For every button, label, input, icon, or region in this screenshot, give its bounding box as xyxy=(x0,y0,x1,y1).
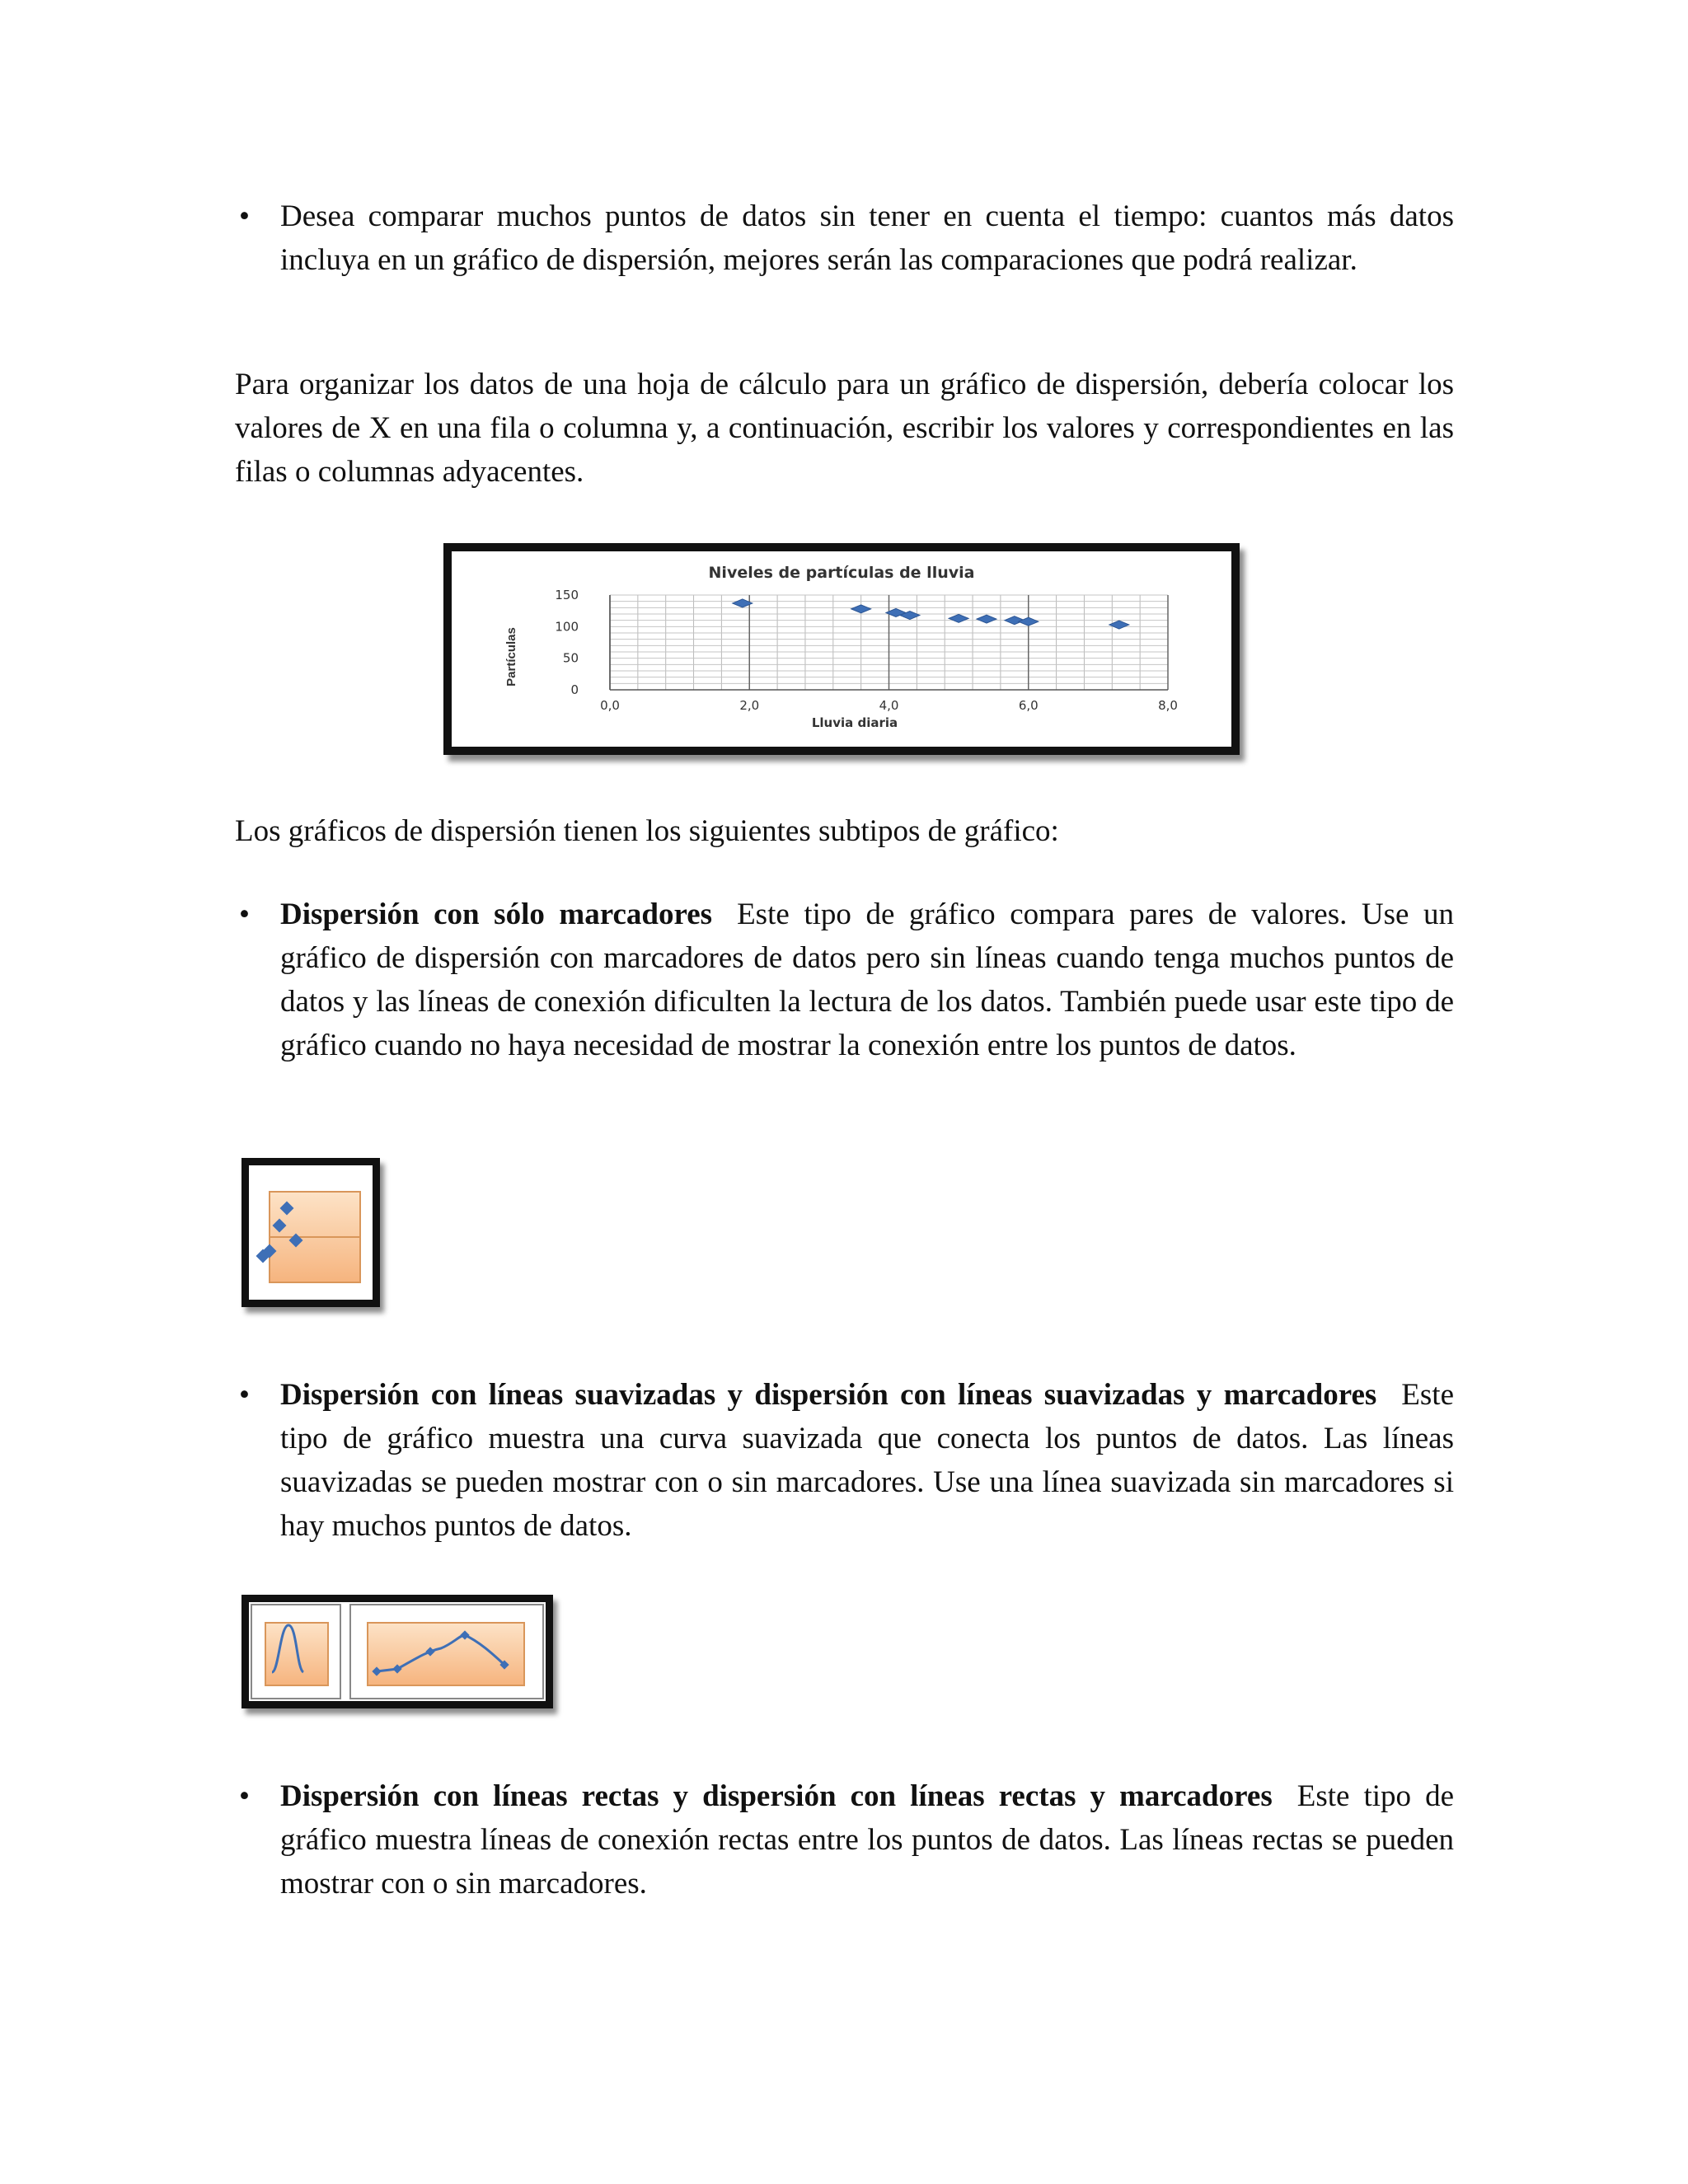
data-point xyxy=(977,615,996,623)
chart-x-axis-label: Lluvia diaria xyxy=(811,715,898,730)
subtype-description: Este tipo de gráfico muestra una curva suavizada que conecta los puntos de datos. Las líneas suavizadas se pueden mostrar con o sin marcadores. Use una línea suavizada sin marcadores si hay muchos puntos de datos. xyxy=(280,1378,1454,1543)
chart-y-axis-label: Partículas xyxy=(504,627,518,687)
subtype-term: Dispersión con líneas suavizadas y dispersión con líneas suavizadas y marcadores xyxy=(280,1378,1377,1412)
y-tick-label: 150 xyxy=(555,588,579,602)
smooth-lines-icons xyxy=(249,1602,546,1701)
y-tick-label: 100 xyxy=(555,619,579,635)
bullet-subtype-markers-only xyxy=(239,893,1454,1067)
subtype-description: Este tipo de gráfico compara pares de valores. Use un gráfico de dispersión con marcadores de datos pero sin líneas cuando tenga muchos puntos de datos y las líneas de conexión dificulten la lectura de los datos. También puede usar este tipo de gráfico cuando no haya necesidad de mostrar la conexión entre los puntos de datos. xyxy=(280,898,1454,1062)
smooth-line-markers-icon xyxy=(368,1623,524,1685)
y-tick-label: 0 xyxy=(570,682,579,697)
bullet-subtype-smooth-lines xyxy=(239,1373,1454,1548)
subtype-term: Dispersión con líneas rectas y dispersión con líneas rectas y marcadores xyxy=(280,1779,1273,1813)
x-tick-label: 0,0 xyxy=(600,698,620,713)
scatter-markers-only-icon-frame xyxy=(241,1158,380,1307)
subtype-description: Este tipo de gráfico muestra líneas de conexión rectas entre los puntos de datos. Las líneas rectas se pueden mostrar con o sin marcadores. xyxy=(280,1779,1455,1900)
bullet-text: Desea comparar muchos puntos de datos sin tener en cuenta el tiempo: cuantos más datos incluya en un gráfico de dispersión, mejores serán las comparaciones que podrá realizar. xyxy=(280,199,1454,277)
scatter-chart xyxy=(452,551,1231,747)
smooth-line-icon xyxy=(265,1623,328,1685)
x-tick-label: 6,0 xyxy=(1018,698,1039,713)
subtype-term: Dispersión con sólo marcadores xyxy=(280,898,713,931)
x-tick-label: 2,0 xyxy=(739,698,760,713)
smooth-lines-icons-frame xyxy=(241,1595,553,1708)
x-tick-label: 8,0 xyxy=(1158,698,1178,713)
data-point xyxy=(851,605,871,613)
chart-grid xyxy=(610,595,1168,690)
scatter-markers-only-icon xyxy=(249,1165,373,1300)
bullet-compare-points xyxy=(239,194,1454,282)
chart-title: Niveles de partículas de lluvia xyxy=(708,564,975,582)
y-tick-label: 50 xyxy=(562,650,579,666)
data-point xyxy=(949,614,968,622)
bullet-marker: • xyxy=(239,1779,250,1813)
bullet-marker: • xyxy=(239,1378,250,1412)
paragraph-organize-data: Para organizar los datos de una hoja de cálculo para un gráfico de dispersión, debería colocar los valores de X en una fila o columna y, a continuación, escribir los valores y correspondientes en las filas o columnas adyacentes. xyxy=(235,368,1454,489)
scatter-chart-frame xyxy=(443,543,1240,755)
x-tick-label: 4,0 xyxy=(879,698,899,713)
bullet-marker: • xyxy=(239,898,250,931)
bullet-marker: • xyxy=(239,199,250,233)
bullet-subtype-straight-lines xyxy=(239,1774,1455,1905)
paragraph-subtypes-intro: Los gráficos de dispersión tienen los siguientes subtipos de gráfico: xyxy=(235,814,1059,848)
